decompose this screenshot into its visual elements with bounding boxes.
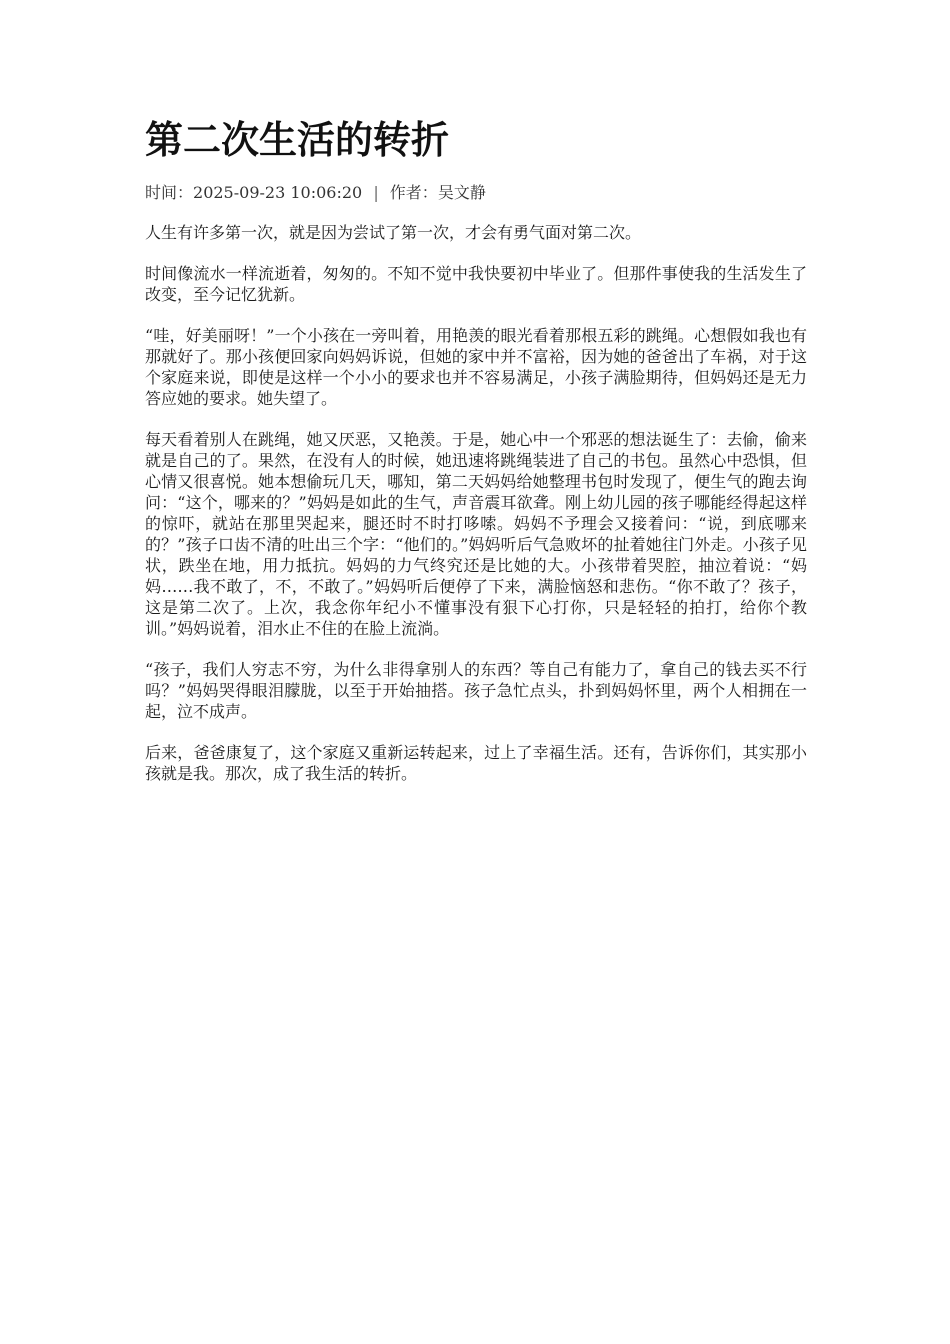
author-label: 作者： (389, 183, 438, 202)
paragraph-3: “哇，好美丽呀！”一个小孩在一旁叫着，用艳羡的眼光看着那根五彩的跳绳。心想假如我也有那就好了。那小孩便回家向妈妈诉说，但她的家中并不富裕，因为她的爸爸出了车祸，对于这个家庭来说，即使是这样一个小小的要求也并不容易满足，小孩子满脸期待，但妈妈还是无力答应她的要求。她失望了。 (145, 326, 807, 408)
publish-time: 2025-09-23 10:06:20 (193, 183, 363, 202)
paragraph-2: 时间像流水一样流逝着，匆匆的。不知不觉中我快要初中毕业了。但那件事使我的生活发生了改变，至今记忆犹新。 (145, 264, 807, 304)
paragraph-4: 每天看着别人在跳绳，她又厌恶，又艳羡。于是，她心中一个邪恶的想法诞生了：去偷，偷来就是自己的了。果然，在没有人的时候，她迅速将跳绳装进了自己的书包。虽然心中恐惧，但心情又很喜悦。她本想偷玩几天，哪知，第二天妈妈给她整理书包时发现了，便生气的跑去询问：“这个，哪来的？”妈妈是如此的生气，声音震耳欲聋。刚上幼儿园的孩子哪能经得起这样的惊吓，就站在那里哭起来，腿还时不时打哆嗦。妈妈不予理会又接着问：“说，到底哪来的？”孩子口齿不清的吐出三个字：“他们的。”妈妈听后气急败坏的扯着她往门外走。小孩子见状，跌坐在地，用力抵抗。妈妈的力气终究还是比她的大。小孩带着哭腔，抽泣着说：“妈妈……我不敢了，不，不敢了。”妈妈听后便停了下来，满脸恼怒和悲伤。“你不敢了？孩子，这是第二次了。上次，我念你年纪小不懂事没有狠下心打你，只是轻轻的拍打，给你个教训。”妈妈说着，泪水止不住的在脸上流淌。 (145, 430, 807, 638)
article-title: 第二次生活的转折 (145, 117, 450, 162)
paragraph-1: 人生有许多第一次，就是因为尝试了第一次，才会有勇气面对第二次。 (145, 223, 642, 242)
paragraph-6: 后来，爸爸康复了，这个家庭又重新运转起来，过上了幸福生活。还有，告诉你们，其实那小孩就是我。那次，成了我生活的转折。 (145, 743, 807, 783)
time-label: 时间： (145, 183, 194, 202)
meta-separator: | (373, 183, 379, 202)
author-name: 吴文静 (437, 183, 486, 202)
article (145, 112, 807, 804)
article-body (145, 222, 807, 784)
paragraph-5: “孩子，我们人穷志不穷，为什么非得拿别人的东西？等自己有能力了，拿自己的钱去买不行吗？”妈妈哭得眼泪朦胧，以至于开始抽搭。孩子急忙点头，扑到妈妈怀里，两个人相拥在一起，泣不成声。 (145, 660, 807, 721)
article-meta (145, 182, 807, 204)
